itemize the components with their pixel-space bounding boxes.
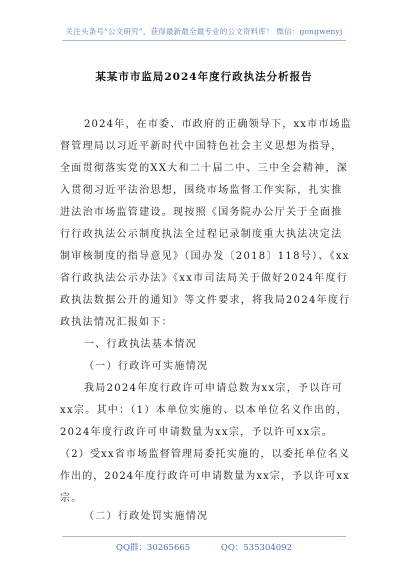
paragraph-line: 我局2024年度行政许可申请总数为xx宗，予以许可	[84, 383, 344, 394]
paragraph-line: 制审核制度的指导意见》（国办发〔2018〕118号）、《xx	[60, 251, 350, 262]
footer-divider	[62, 536, 346, 537]
header-divider	[62, 40, 346, 41]
paragraph-line: 政执法情况汇报如下：	[60, 317, 173, 328]
subsection-heading: （一）行政许可实施情况	[84, 361, 209, 372]
paragraph-line: 入贯彻习近平法治思想，围绕市场监督工作实际，扎实推	[60, 185, 343, 196]
qq-number: QQ：535304092	[220, 543, 292, 553]
paragraph-line: 督管理局以习近平新时代中国特色社会主义思想为指导，	[60, 141, 343, 152]
paragraph-line: 2024年，在市委、市政府的正确领导下，xx市市场监	[84, 119, 352, 130]
paragraph-line: 全面贯彻落实党的XX大和二十届二中、三中全会精神，深	[60, 163, 349, 174]
document-title: 某某市市监局2024年度行政执法分析报告	[95, 71, 313, 83]
paragraph-line: 省行政执法公示办法》《xx市司法局关于做好2024年度行	[60, 273, 349, 284]
subsection-heading: （二）行政处罚实施情况	[84, 511, 209, 522]
section-heading: 一、行政执法基本情况	[84, 339, 197, 350]
paragraph-line: 行行政执法公示制度执法全过程记录制度重大执法决定法	[60, 229, 343, 240]
paragraph-line: 作出的，2024年度行政许可申请数量为xx宗，予以许可xx	[60, 471, 350, 482]
paragraph-line: （2）受xx省市场监督管理局委托实施的，以委托单位名义	[60, 449, 351, 460]
header-note: 关注头条号“公文研究”，获得最新最全最专业的公文资料库！ 微信：gongwenyj	[65, 27, 343, 36]
footer-contact	[0, 541, 408, 553]
qq-group: QQ群：30265665	[115, 543, 191, 553]
paragraph-line: 2024年度行政许可申请数量为xx宗，予以许可xx宗。	[60, 427, 334, 438]
paragraph-line: 宗。	[60, 493, 83, 504]
paragraph-line: 进法治市场监管建设。现按照《国务院办公厅关于全面推	[60, 207, 343, 218]
paragraph-line: xx宗。其中：（1）本单位实施的、以本单位名义作出的，	[60, 405, 348, 416]
paragraph-line: 政执法数据公开的通知》等文件要求，将我局2024年度行	[60, 295, 351, 306]
